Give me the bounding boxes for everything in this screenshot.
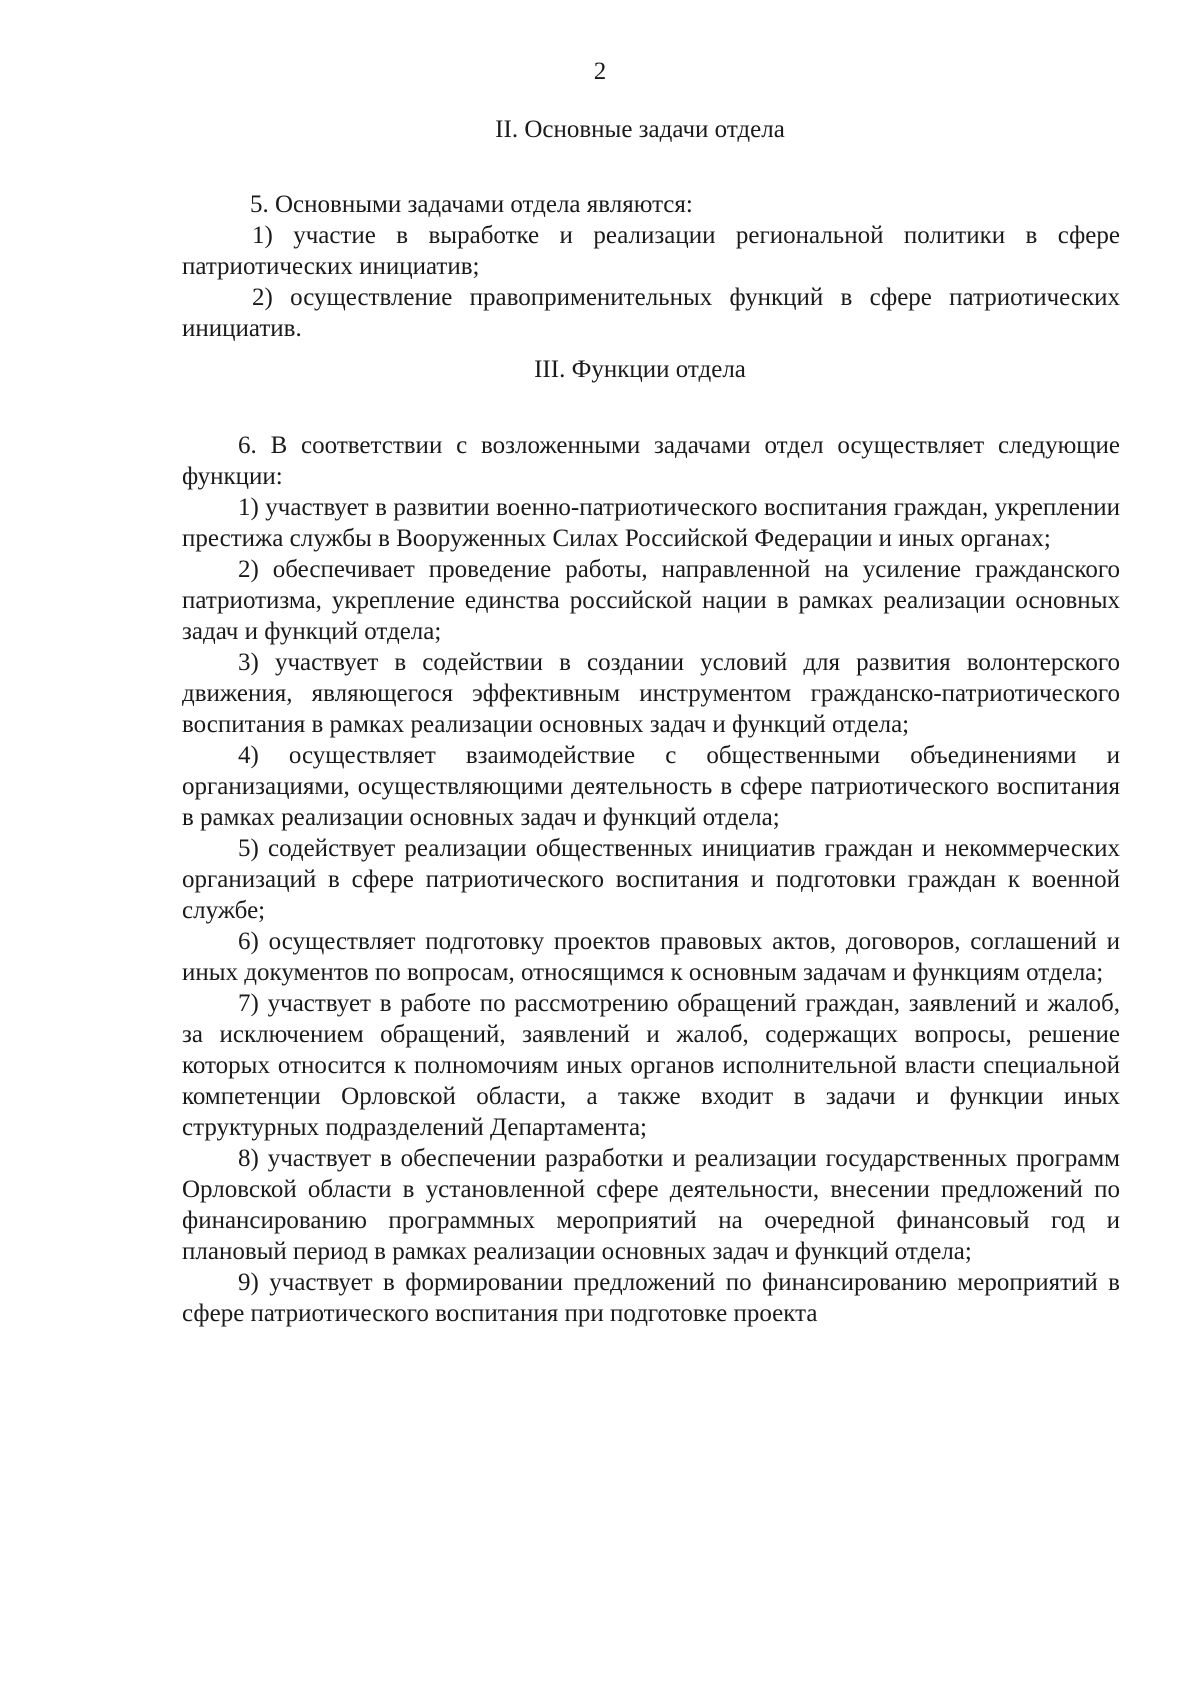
section-2-title: II. Основные задачи отдела bbox=[495, 116, 785, 143]
paragraph: 6) осуществляет подготовку проектов правовых актов, договоров, соглашений и иных документов по вопросам, относящимся к основным задачам и функциям отдела; bbox=[182, 928, 1120, 986]
paragraph: 8) участвует в обеспечении разработки и реализации государственных программ Орловской области в установленной сфере деятельности, внесении предложений по финансированию программных мероприятий на очередной финансовый год и плановый период в рамках реализации основных задач и функций отдела; bbox=[182, 1145, 1120, 1265]
paragraph: 9) участвует в формировании предложений по финансированию мероприятий в сфере патриотического воспитания при подготовке проекта bbox=[182, 1269, 1120, 1327]
paragraph: 6. В соответствии с возложенными задачами отдел осуществляет следующие функции: bbox=[182, 432, 1120, 490]
section-3-title: III. Функции отдела bbox=[534, 356, 746, 383]
paragraph: 2) обеспечивает проведение работы, направленной на усиление гражданского патриотизма, укрепление единства российской нации в рамках реализации основных задач и функций отдела; bbox=[182, 556, 1120, 645]
paragraph: 5. Основными задачами отдела являются: bbox=[250, 191, 693, 218]
paragraph: 4) осуществляет взаимодействие с общественными объединениями и организациями, осуществляющими деятельность в сфере патриотического воспитания в рамках реализации основных задач и функций отдела; bbox=[182, 742, 1120, 831]
page-number: 2 bbox=[593, 58, 607, 85]
section-3-body bbox=[182, 430, 1120, 1329]
section-2-body bbox=[182, 189, 1120, 344]
paragraph: 1) участвует в развитии военно-патриотического воспитания граждан, укреплении престижа службы в Вооруженных Силах Российской Федерации и иных органах; bbox=[182, 494, 1120, 552]
paragraph: 1) участие в выработке и реализации региональной политики в сфере патриотических инициатив; bbox=[182, 222, 1120, 280]
paragraph: 2) осуществление правоприменительных функций в сфере патриотических инициатив. bbox=[182, 284, 1120, 342]
paragraph: 5) содействует реализации общественных инициатив граждан и некоммерческих организаций в сфере патриотического воспитания и подготовки граждан к военной службе; bbox=[182, 835, 1120, 924]
paragraph: 3) участвует в содействии в создании условий для развития волонтерского движения, являющегося эффективным инструментом гражданско-патриотического воспитания в рамках реализации основных задач и функций отдела; bbox=[182, 649, 1120, 738]
paragraph: 7) участвует в работе по рассмотрению обращений граждан, заявлений и жалоб, за исключением обращений, заявлений и жалоб, содержащих вопросы, решение которых относится к полномочиям иных органов исполнительной власти специальной компетенции Орловской области, а также входит в задачи и функции иных структурных подразделений Департамента; bbox=[182, 990, 1120, 1141]
